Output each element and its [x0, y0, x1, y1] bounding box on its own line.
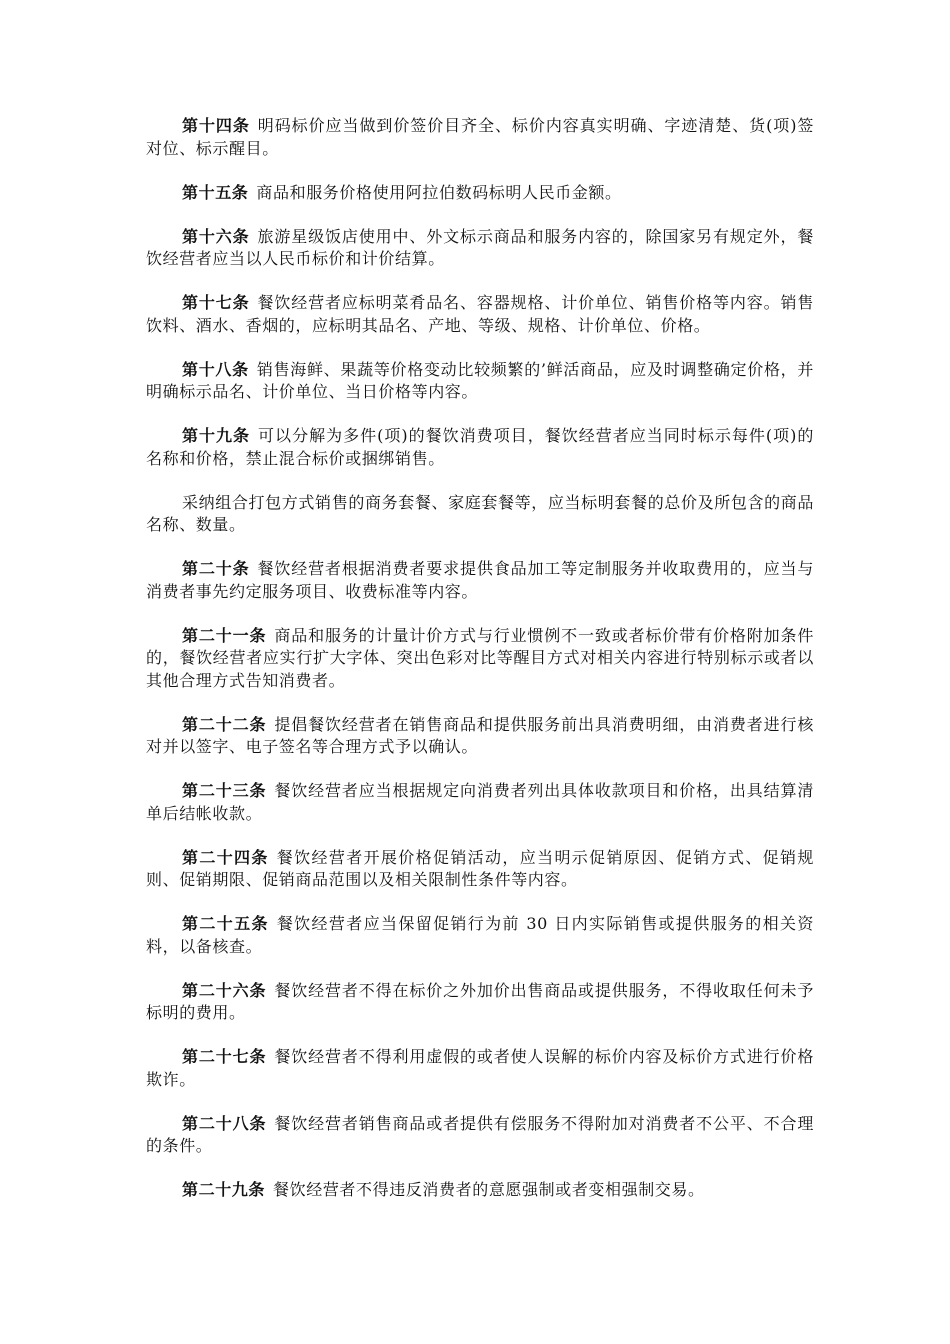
article-17 [146, 292, 814, 337]
article-text: 商品和服务的计量计价方式与行业惯例不一致或者标价带有价格附加条件的，餐饮经营者应实行扩大字体、突出色彩对比等醒目方式对相关内容进行特别标示或者以其他合理方式告知消费者。 [146, 625, 814, 690]
article-19 [146, 425, 814, 470]
article-number: 第二十五条 [182, 914, 269, 933]
article-text: 餐饮经营者开展价格促销活动，应当明示促销原因、促销方式、促销规则、促销期限、促销商品范围以及相关限制性条件等内容。 [146, 847, 814, 889]
article-number: 第二十四条 [182, 847, 269, 867]
article-number: 第十九条 [182, 426, 251, 445]
article-14 [146, 115, 814, 160]
article-22 [146, 714, 814, 759]
article-18 [146, 359, 814, 404]
article-21 [146, 625, 814, 693]
article-text: 销售海鲜、果蔬等价格变动比较频繁的’鲜活商品，应及时调整确定价格，并明确标示品名、计价单位、当日价格等内容。 [146, 359, 814, 401]
article-text: 商品和服务价格使用阿拉伯数码标明人民币金额。 [256, 182, 622, 202]
article-text: 餐饮经营者不得利用虚假的或者使人误解的标价内容及标价方式进行价格欺诈。 [146, 1047, 814, 1089]
article-text: 明码标价应当做到价签价目齐全、标价内容真实明确、字迹清楚、货(项)签对位、标示醒目。 [146, 116, 814, 158]
article-number: 第十七条 [182, 293, 250, 312]
article-text: 餐饮经营者不得在标价之外加价出售商品或提供服务，不得收取任何未予标明的费用。 [146, 980, 814, 1022]
article-number: 第十四条 [182, 116, 250, 135]
article-24 [146, 847, 814, 892]
article-number: 第十六条 [182, 226, 250, 246]
article-25 [146, 913, 814, 958]
article-number: 第二十条 [182, 559, 250, 578]
article-number: 第二十八条 [182, 1113, 267, 1133]
article-text: 餐饮经营者销售商品或者提供有偿服务不得附加对消费者不公平、不合理的条件。 [146, 1113, 814, 1155]
article-number: 第二十六条 [182, 980, 267, 1000]
article-number: 第二十三条 [182, 781, 267, 800]
article-29 [146, 1179, 814, 1202]
article-text: 可以分解为多件(项)的餐饮消费项目，餐饮经营者应当同时标示每件(项)的名称和价格，禁止混合标价或捆绑销售。 [146, 426, 814, 468]
article-number: 第二十九条 [182, 1180, 266, 1199]
article-text: 餐饮经营者不得违反消费者的意愿强制或者变相强制交易。 [273, 1180, 705, 1199]
article-number: 第二十二条 [182, 714, 267, 734]
article-20 [146, 558, 814, 603]
article-number: 第二十一条 [182, 625, 267, 645]
article-16 [146, 226, 814, 271]
article-text: 餐饮经营者应标明菜肴品名、容器规格、计价单位、销售价格等内容。销售饮料、酒水、香烟的，应标明其品名、产地、等级、规格、计价单位、价格。 [146, 293, 814, 335]
article-27 [146, 1046, 814, 1091]
article-text: 餐饮经营者应当保留促销行为前 30 日内实际销售或提供服务的相关资料，以备核查。 [146, 914, 814, 956]
article-26 [146, 980, 814, 1025]
article-23 [146, 780, 814, 825]
document-body [146, 115, 814, 1223]
article-number: 第十五条 [182, 182, 249, 202]
article-text: 提倡餐饮经营者在销售商品和提供服务前出具消费明细，由消费者进行核对并以签字、电子签名等合理方式予以确认。 [146, 714, 814, 756]
article-text: 餐饮经营者根据消费者要求提供食品加工等定制服务并收取费用的，应当与消费者事先约定服务项目、收费标准等内容。 [146, 559, 814, 601]
article-text: 餐饮经营者应当根据规定向消费者列出具体收款项目和价格，出具结算清单后结帐收款。 [146, 781, 814, 823]
article-15 [146, 182, 814, 205]
article-28 [146, 1113, 814, 1158]
article-text: 旅游星级饭店使用中、外文标示商品和服务内容的，除国家另有规定外，餐饮经营者应当以人民币标价和计价结算。 [146, 226, 814, 268]
article-text: 采纳组合打包方式销售的商务套餐、家庭套餐等，应当标明套餐的总价及所包含的商品名称、数量。 [146, 492, 814, 534]
article-number: 第二十七条 [182, 1047, 267, 1066]
article-number: 第十八条 [182, 359, 249, 379]
article-19-paragraph-2 [146, 492, 814, 537]
